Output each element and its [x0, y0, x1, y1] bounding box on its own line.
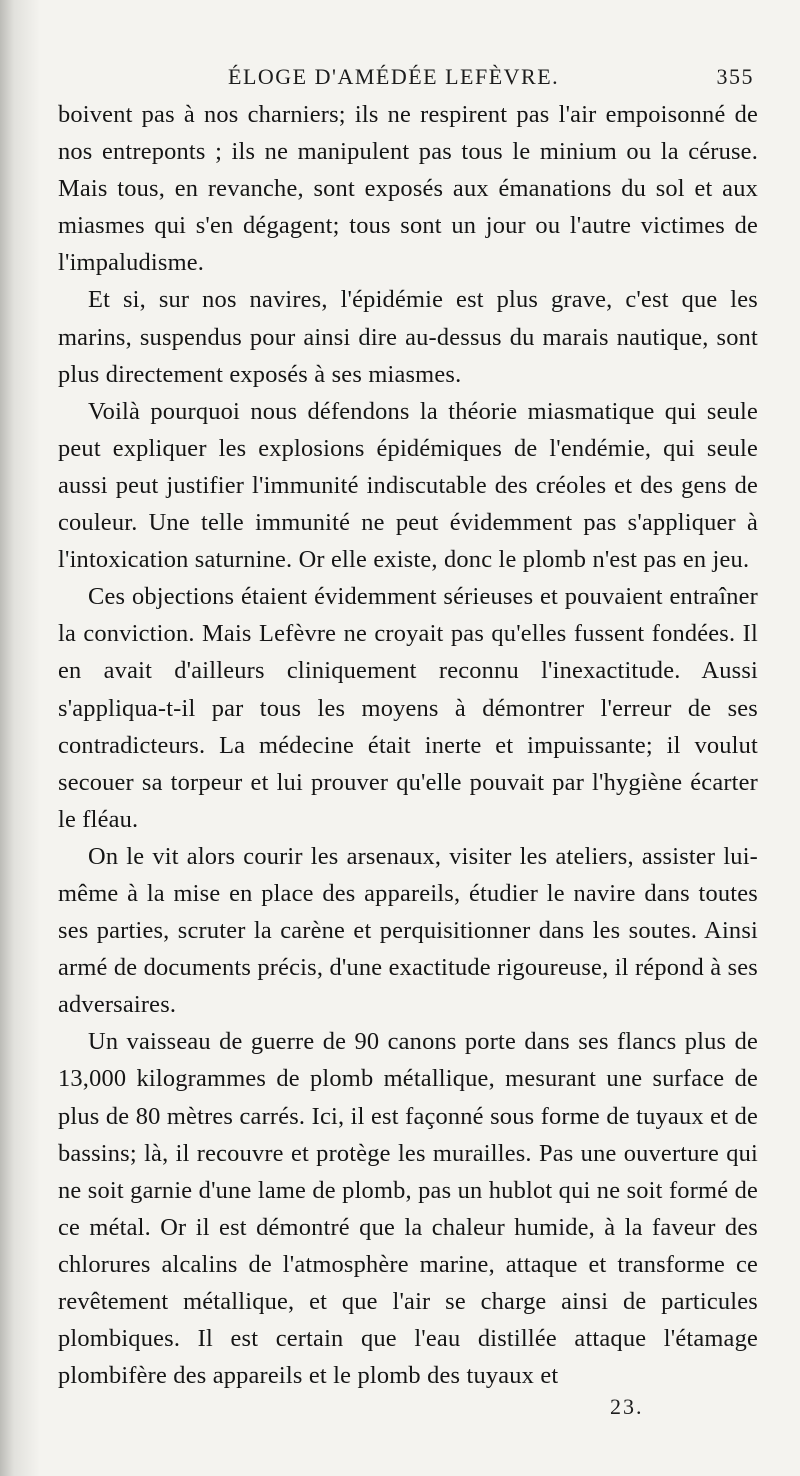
body-text — [58, 96, 758, 1394]
paragraph-4: Ces objections étaient évidemment sérieuses et pouvaient entraîner la conviction. Mais Lefèvre ne croyait pas qu'elles fussent fondées. Il en avait d'ailleurs cliniquement reconnu l'inexactitude. Aussi s'appliqua-t-il par tous les moyens à démontrer l'erreur de ses contradicteurs. La médecine était inerte et impuissante; il voulut secouer sa torpeur et lui prouver qu'elle pouvait par l'hygiène écarter le fléau. — [58, 583, 758, 833]
paragraph-1: boivent pas à nos charniers; ils ne respirent pas l'air empoisonné de nos entreponts ; ils ne manipulent pas tous le minium ou la céruse. Mais tous, en revanche, sont exposés aux émanations du sol et aux miasmes qui s'en dégagent; tous sont un jour ou l'autre victimes de l'impaludisme. — [58, 101, 758, 277]
paragraph-6: Un vaisseau de guerre de 90 canons porte dans ses flancs plus de 13,000 kilogrammes de plomb métallique, mesurant une surface de plus de 80 mètres carrés. Ici, il est façonné sous forme de tuyaux et de bassins; là, il recouvre et protège les murailles. Pas une ouverture qui ne soit garnie d'une lame de plomb, pas un hublot qui ne soit formé de ce métal. Or il est démontré que la chaleur humide, à la faveur des chlorures alcalins de l'atmosphère marine, attaque et transforme ce revêtement métallique, et que l'air se charge ainsi de particules plombiques. Il est certain que l'eau distillée attaque l'étamage plombifère des appareils et le plomb des tuyaux et — [58, 1028, 758, 1390]
signature-mark: 23. — [610, 1394, 644, 1419]
page-header — [58, 64, 760, 94]
running-head: ÉLOGE D'AMÉDÉE LEFÈVRE. — [228, 64, 560, 89]
paragraph-2: Et si, sur nos navires, l'épidémie est plus grave, c'est que les marins, suspendus pour ainsi dire au-dessus du marais nautique, sont plus directement exposés à ses miasmes. — [58, 286, 758, 388]
paragraph-5: On le vit alors courir les arsenaux, visiter les ateliers, assister lui-même à la mise en place des appareils, étudier le navire dans toutes ses parties, scruter la carène et perquisitionner dans les soutes. Ainsi armé de documents précis, d'une exactitude rigoureuse, il répond à ses adversaires. — [58, 842, 758, 1019]
paragraph-3: Voilà pourquoi nous défendons la théorie miasmatique qui seule peut expliquer les explosions épidémiques de l'endémie, qui seule aussi peut justifier l'immunité indiscutable des créoles et des gens de couleur. Une telle immunité ne peut évidemment pas s'appliquer à l'intoxication saturnine. Or elle existe, donc le plomb n'est pas en jeu. — [58, 397, 758, 574]
page-number: 355 — [716, 64, 754, 89]
